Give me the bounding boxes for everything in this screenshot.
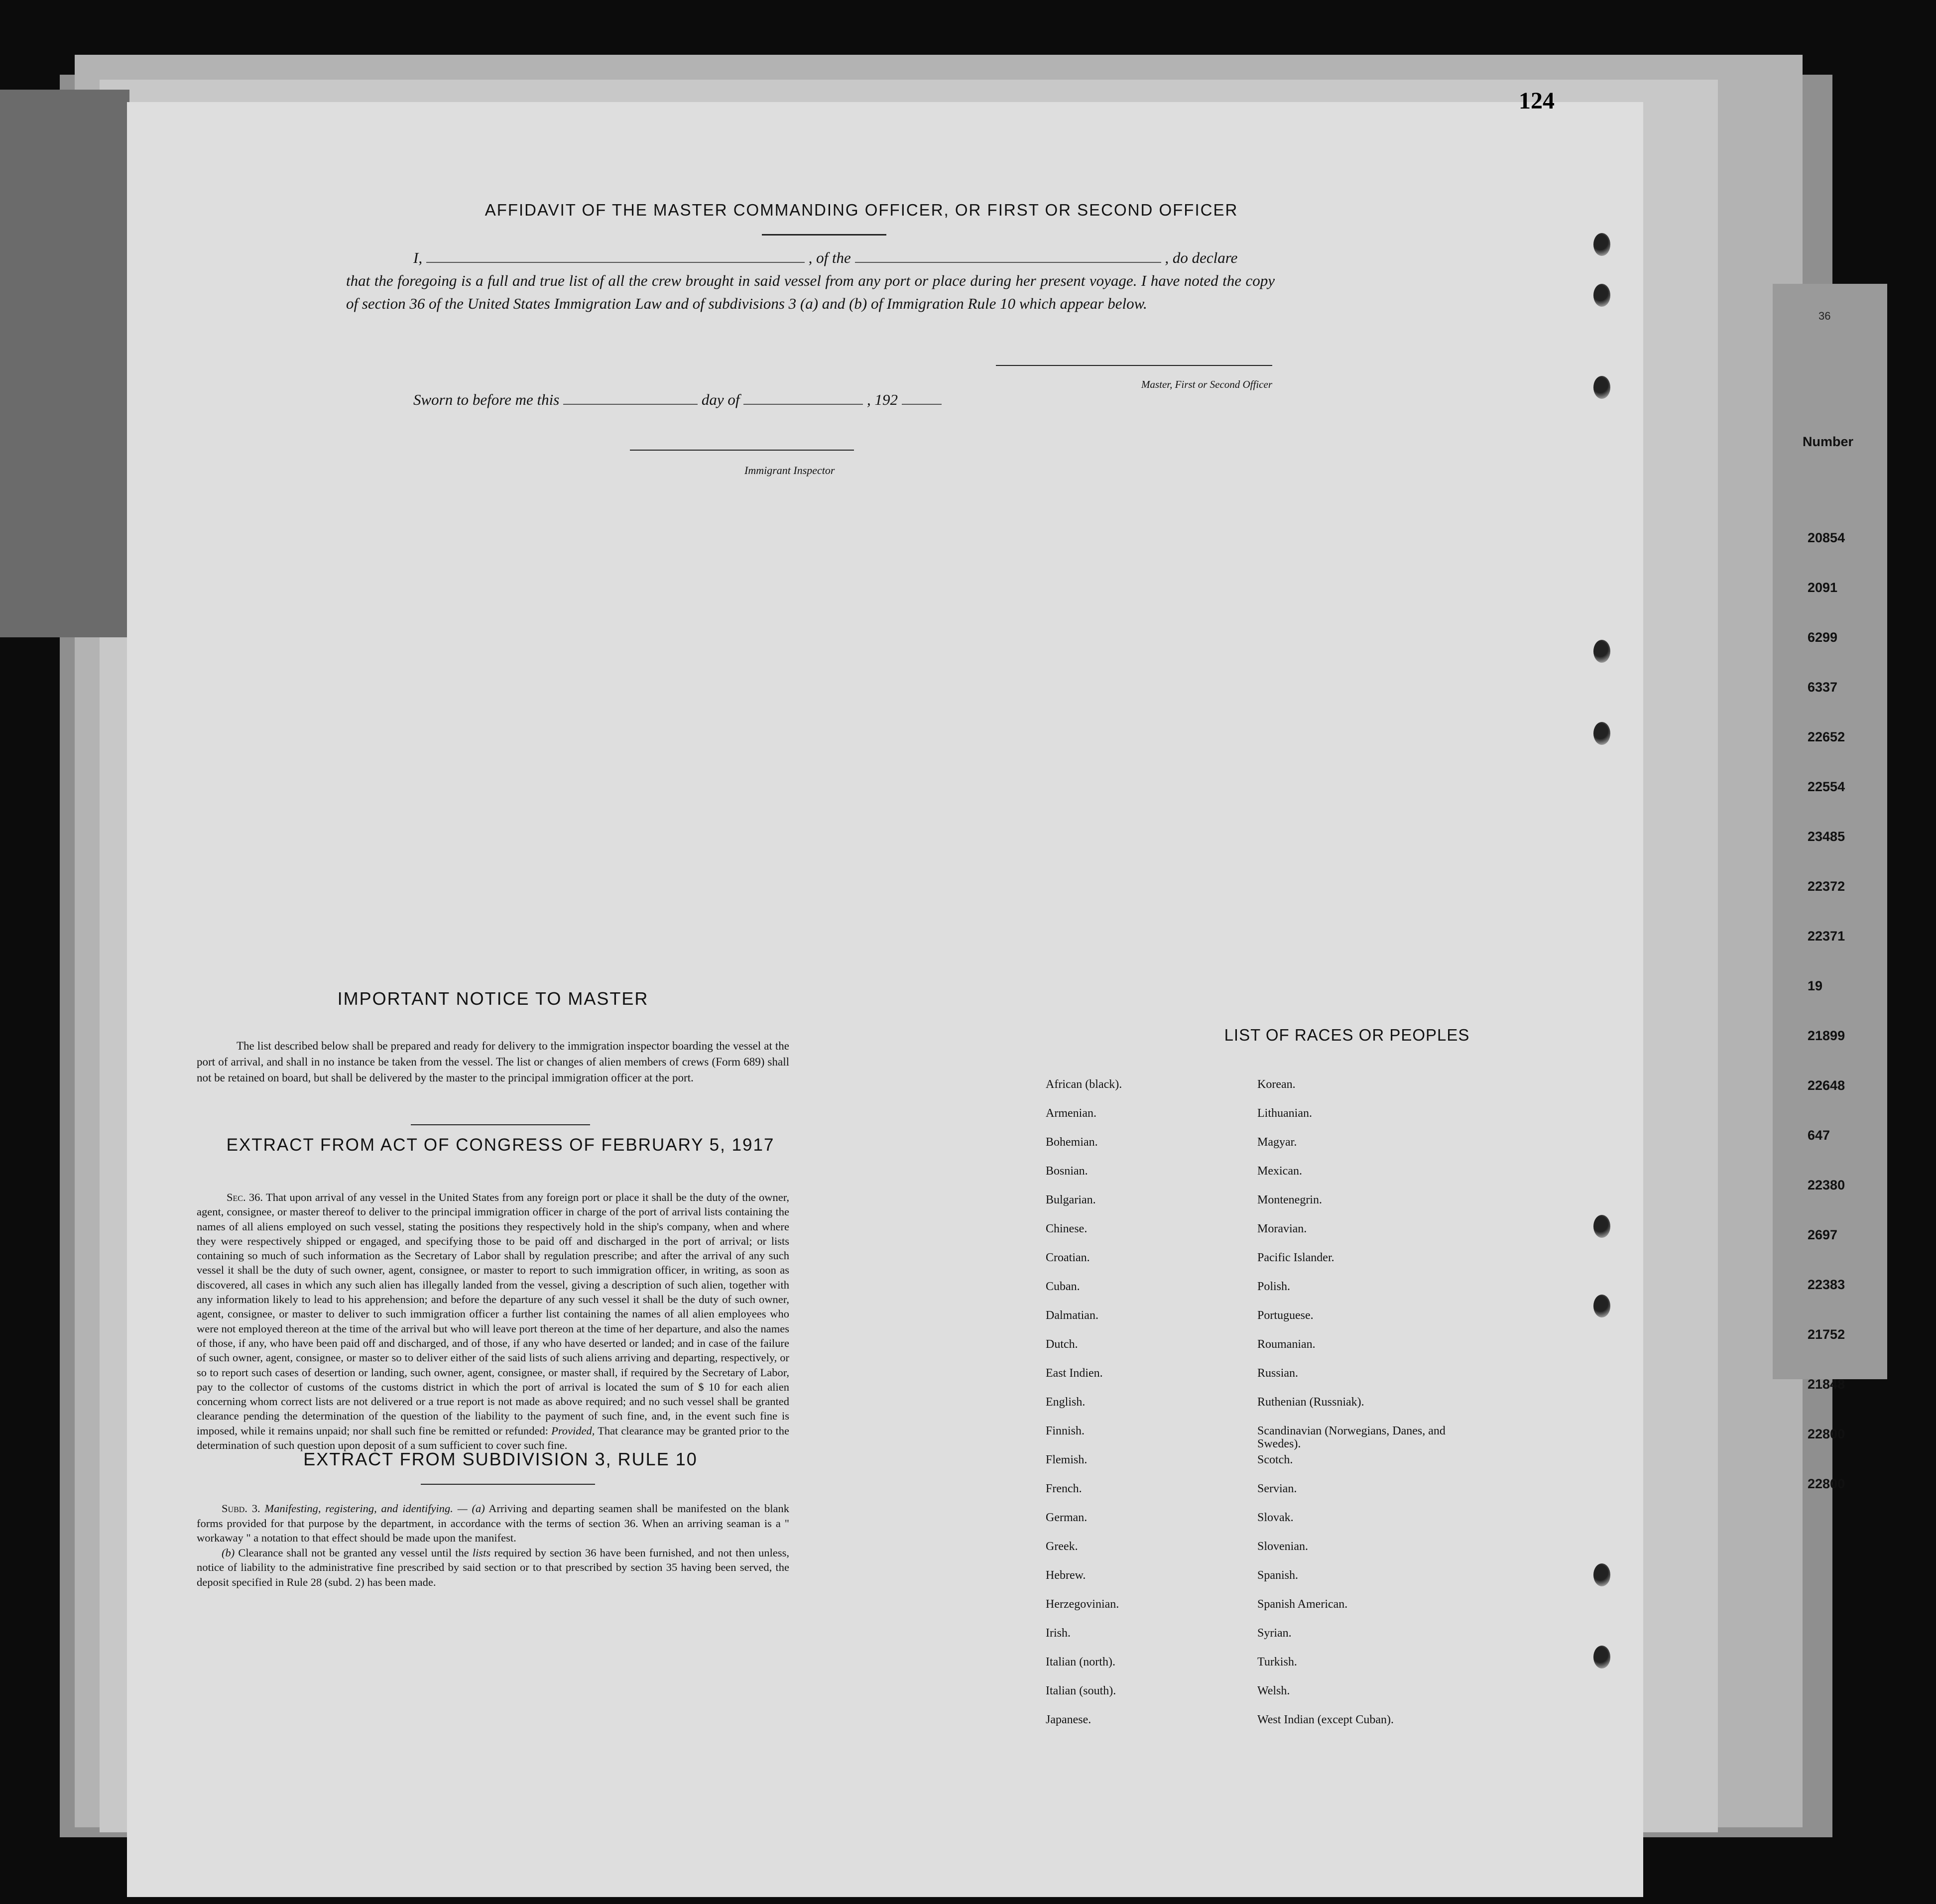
race-item: Bosnian.: [1046, 1165, 1088, 1178]
affidavit-statement: that the foregoing is a full and true list of all the crew brought in said vessel from any port or place during her present voyage. I have noted the copy of section 36 of the United States Immigration Law and of subdivisions 3 (a) and (b) of Immigration Rule 10 which appear below.: [346, 272, 1275, 312]
races-column-right: [1257, 1078, 1466, 1742]
race-item: Japanese.: [1046, 1713, 1091, 1726]
left-edge-sheet: [0, 90, 129, 637]
race-item: Syrian.: [1257, 1627, 1292, 1640]
vessel-name-field: [855, 262, 1161, 263]
race-item: Herzegovinian.: [1046, 1598, 1119, 1611]
race-item: Welsh.: [1257, 1684, 1290, 1697]
race-item: Korean.: [1257, 1078, 1296, 1091]
ledger-number: 19: [1808, 978, 1823, 993]
sworn-year-label: , 192: [866, 391, 898, 408]
ledger-number: 20854: [1808, 530, 1845, 545]
race-item: Servian.: [1257, 1482, 1297, 1495]
race-item: Roumanian.: [1257, 1338, 1316, 1351]
race-item: Cuban.: [1046, 1280, 1080, 1293]
subdivision-title: Manifesting, registering, and identifying. — (a): [264, 1502, 485, 1515]
declarant-prefix: I,: [413, 249, 423, 266]
race-item: Armenian.: [1046, 1107, 1096, 1120]
ledger-number: 23485: [1808, 829, 1845, 844]
sworn-day-label: day of: [701, 391, 740, 408]
race-item: Slovak.: [1257, 1511, 1294, 1524]
race-item: Russian.: [1257, 1367, 1299, 1380]
notice-heading: IMPORTANT NOTICE TO MASTER: [337, 988, 649, 1009]
sworn-day-field: [563, 404, 698, 405]
ledger-header: Number: [1803, 434, 1854, 449]
punch-hole: [1593, 1563, 1610, 1586]
sworn-line: [413, 391, 942, 409]
race-item: Chinese.: [1046, 1222, 1088, 1235]
rule-extract-heading: EXTRACT FROM SUBDIVISION 3, RULE 10: [303, 1449, 698, 1469]
races-heading: LIST OF RACES OR PEOPLES: [1224, 1026, 1470, 1044]
race-item: Bulgarian.: [1046, 1193, 1096, 1206]
race-item: West Indian (except Cuban).: [1257, 1713, 1394, 1726]
section-label: Sec. 36.: [227, 1191, 263, 1203]
notice-rule: [411, 1124, 590, 1125]
race-item: Magyar.: [1257, 1136, 1297, 1149]
race-item: Ruthenian (Russniak).: [1257, 1396, 1364, 1409]
declarant-name-field: [426, 262, 805, 263]
subdivision-b-label: (b): [222, 1546, 235, 1559]
act-extract-body: [197, 1190, 789, 1452]
provided-label: Provided,: [551, 1424, 595, 1437]
race-item: Mexican.: [1257, 1165, 1302, 1178]
title-rule: [762, 234, 886, 236]
ledger-number: 21848: [1808, 1377, 1845, 1392]
signature-line: [996, 365, 1272, 366]
punch-hole: [1593, 376, 1610, 399]
race-item: English.: [1046, 1396, 1086, 1409]
ledger-number: 22652: [1808, 729, 1845, 744]
ledger-number: 22800: [1808, 1427, 1845, 1441]
affidavit-page: [127, 102, 1643, 1897]
section-text: That upon arrival of any vessel in the United States from any foreign port or place it shall be the duty of the owner, agent, consignee, or master thereof to deliver to the principal immigration officer in charge of the port of arrival lists containing the names of all aliens employed on such vessel, stating the positions they respectively hold in the ship's company, when and where they were respectively shipped or engaged, and specifying those to be paid off and discharged in the port of arrival; or lists containing so much of such information as the Secretary of Labor shall by regulation prescribe; and after the arrival of any such vessel it shall be the duty of such owner, agent, consignee, or master to report to such immigration officer, in writing, as soon as discovered, all cases in which any such alien has illegally landed from the vessel, giving a description of such alien, together with any information likely to lead to his apprehension; and before the departure of any such vessel it shall be the duty of such owner, agent, consignee, or master to deliver to such immigration officer a further list containing the names of all alien employees who were not employed thereon at the time of the arrival but who will leave port thereon at the time of her departure, and also the names of those, if any, who have been paid off and discharged, and of those, if any who have deserted or landed; and in case of the failure of such owner, agent, consignee, or master so to deliver either of the said lists of such aliens arriving and departing, respectively, or so to report such cases of desertion or landing, such owner, agent, consignee, or master shall, if required by the Secretary of Labor, pay to the collector of customs of the customs district in which the port of arrival is located the sum of $ 10 for each alien concerning whom correct lists are not delivered or a true report is not made as above required; and no such vessel shall be granted clearance pending the determination of the question of the liability to the payment of such fine, and, in the event such fine is imposed, while it remains unpaid; nor shall such fine be remitted or refunded:: [197, 1191, 789, 1437]
race-item: African (black).: [1046, 1078, 1122, 1091]
punch-hole: [1593, 640, 1610, 663]
race-item: Lithuanian.: [1257, 1107, 1312, 1120]
page-number: 124: [1519, 88, 1555, 114]
act-extract-heading: EXTRACT FROM ACT OF CONGRESS OF FEBRUARY 5, 1917: [226, 1135, 775, 1155]
provided-text: That clearance may be granted prior to the determination of such question upon deposit of a sum sufficient to cover such fine.: [197, 1424, 790, 1452]
race-item: Italian (south).: [1046, 1684, 1116, 1697]
inspector-label: Immigrant Inspector: [744, 464, 835, 476]
race-item: Turkish.: [1257, 1656, 1297, 1668]
race-item: Spanish American.: [1257, 1598, 1348, 1611]
race-item: Spanish.: [1257, 1569, 1299, 1582]
race-item: Slovenian.: [1257, 1540, 1308, 1553]
race-item: Croatian.: [1046, 1251, 1090, 1264]
race-item: Greek.: [1046, 1540, 1078, 1553]
ledger-number: 2091: [1808, 580, 1838, 595]
race-item: Portuguese.: [1257, 1309, 1314, 1322]
ledger-number: 22648: [1808, 1078, 1845, 1093]
race-item: Scandinavian (Norwegians, Danes, and Swedes).: [1257, 1425, 1446, 1450]
notice-body: [197, 1038, 789, 1086]
punch-hole: [1593, 233, 1610, 256]
ledger-number: 6299: [1808, 630, 1838, 645]
rule-extract-rule: [421, 1484, 595, 1485]
punch-hole: [1593, 1215, 1610, 1238]
subdivision-b-text-1: Clearance shall not be granted any vessel until the: [238, 1546, 469, 1559]
ledger-number: 21899: [1808, 1028, 1845, 1043]
race-item: Dalmatian.: [1046, 1309, 1098, 1322]
races-column-left: [1046, 1078, 1225, 1742]
sworn-prefix: Sworn to before me this: [413, 391, 560, 408]
ledger-number: 647: [1808, 1128, 1830, 1143]
race-item: Bohemian.: [1046, 1136, 1098, 1149]
ledger-number: 22800: [1808, 1476, 1845, 1491]
race-item: East Indien.: [1046, 1367, 1103, 1380]
ledger-number: 22371: [1808, 929, 1845, 944]
race-item: French.: [1046, 1482, 1082, 1495]
rule-extract-body: [197, 1501, 789, 1589]
subdivision-a-text: Arriving and departing seamen shall be manifested on the blank forms provided for that purpose by the department, in accordance with the terms of section 36. When an arriving seaman is a " workaway " a notation to that effect should be made upon the manifest.: [197, 1502, 790, 1544]
declare-suffix: , do declare: [1165, 249, 1238, 266]
ledger-number: 22554: [1808, 779, 1845, 794]
ledger-number: 22383: [1808, 1277, 1845, 1292]
race-item: Italian (north).: [1046, 1656, 1115, 1668]
notice-text: The list described below shall be prepared and ready for delivery to the immigration inspector boarding the vessel at the port of arrival, and shall in no instance be taken from the vessel. The list or changes of alien members of crews (Form 689) shall not be retained on board, but shall be delivered by the master to the principal immigration officer at the port.: [197, 1040, 789, 1084]
race-item: Montenegrin.: [1257, 1193, 1322, 1206]
punch-hole: [1593, 1646, 1610, 1668]
ledger-number: 21752: [1808, 1327, 1845, 1342]
punch-hole: [1593, 722, 1610, 745]
race-item: Flemish.: [1046, 1453, 1088, 1466]
ledger-number: 6337: [1808, 680, 1838, 695]
race-item: Hebrew.: [1046, 1569, 1086, 1582]
vessel-prefix: , of the: [808, 249, 851, 266]
race-item: Scotch.: [1257, 1453, 1293, 1466]
subdivision-b-text-2: required by section 36 have been furnished, and not then unless, notice of liability to the administrative fine prescribed by said section or to that prescribed by section 35 having been served, the deposit specified in Rule 28 (subd. 2) has been made.: [197, 1546, 789, 1588]
race-item: Irish.: [1046, 1627, 1071, 1640]
race-item: Moravian.: [1257, 1222, 1307, 1235]
sworn-year-field: [902, 404, 942, 405]
race-item: Dutch.: [1046, 1338, 1078, 1351]
ledger-column-label: 36: [1818, 310, 1831, 322]
affidavit-title: AFFIDAVIT OF THE MASTER COMMANDING OFFICER, OR FIRST OR SECOND OFFICER: [484, 201, 1238, 219]
sworn-month-field: [743, 404, 863, 405]
ledger-number: 22380: [1808, 1178, 1845, 1192]
inspector-line: [630, 450, 854, 451]
ledger-number: 2697: [1808, 1227, 1838, 1242]
race-item: Pacific Islander.: [1257, 1251, 1334, 1264]
race-item: German.: [1046, 1511, 1088, 1524]
race-item: Finnish.: [1046, 1425, 1085, 1437]
punch-hole: [1593, 284, 1610, 307]
ledger-number: 22372: [1808, 879, 1845, 894]
subdivision-b-lists: lists: [472, 1546, 491, 1559]
race-item: Polish.: [1257, 1280, 1291, 1293]
affidavit-body: [346, 246, 1275, 315]
punch-hole: [1593, 1295, 1610, 1317]
signature-label: Master, First or Second Officer: [1141, 378, 1272, 390]
subdivision-label: Subd. 3.: [222, 1502, 260, 1515]
